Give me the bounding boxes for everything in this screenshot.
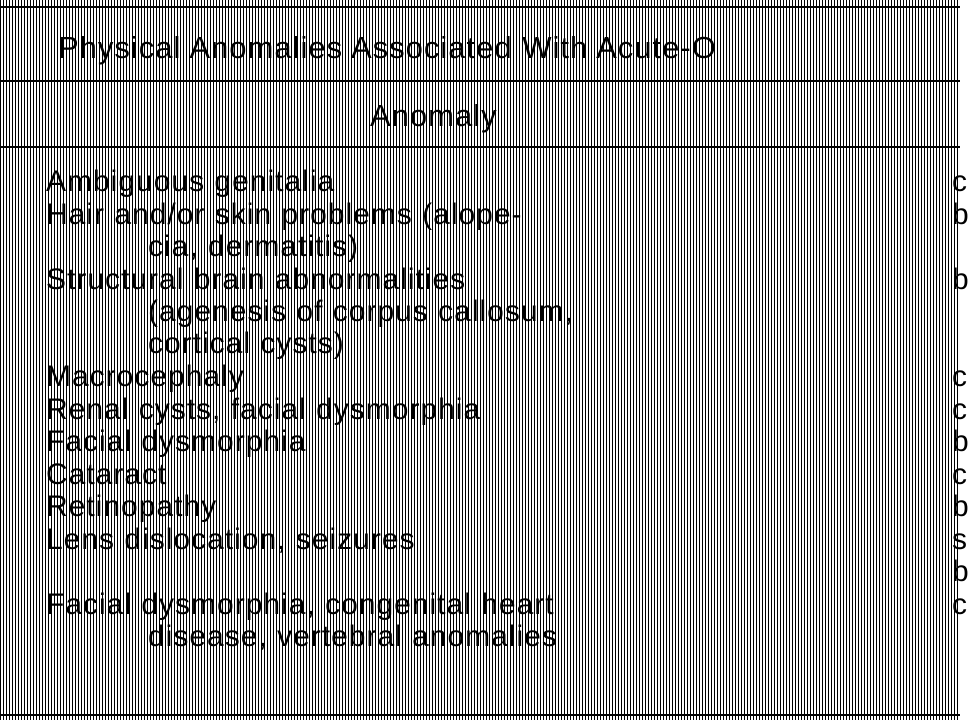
- anomaly-cell: [46, 264, 926, 360]
- anomaly-text-line: Facial dysmorphia: [46, 425, 307, 458]
- anomaly-cell: [46, 199, 926, 263]
- anomaly-text-line: disease, vertebral anomalies: [148, 620, 558, 653]
- truncated-next-column-cell: b: [952, 263, 969, 296]
- anomaly-text-line: Ambiguous genitalia: [46, 165, 336, 198]
- truncated-next-column-cell: s: [952, 523, 967, 556]
- truncated-next-column-cell: c: [952, 360, 967, 393]
- bottom-rule: [0, 714, 960, 716]
- truncated-next-column-cell: c: [952, 458, 967, 491]
- anomaly-cell: [46, 589, 926, 653]
- anomaly-cell: [46, 459, 926, 491]
- top-rule: [0, 6, 960, 8]
- anomaly-cell: [46, 426, 926, 458]
- anomaly-cell: [46, 361, 926, 393]
- anomaly-cell: [46, 166, 926, 198]
- anomaly-text-line: Renal cysts, facial dysmorphia: [46, 393, 482, 426]
- anomaly-text-line: Cataract: [46, 458, 168, 491]
- anomaly-text-line: Facial dysmorphia, congenital heart: [46, 588, 555, 621]
- truncated-next-column-cell: c: [952, 165, 967, 198]
- anomaly-text-line: cortical cysts): [148, 327, 345, 360]
- anomaly-text-line: Structural brain abnormalities: [46, 263, 467, 296]
- slide-title: Physical Anomalies Associated With Acute-O: [58, 30, 717, 65]
- header-rule: [0, 80, 960, 82]
- anomaly-text-line: [46, 556, 926, 588]
- truncated-next-column-cell: b: [952, 425, 969, 458]
- anomaly-text-line: Lens dislocation, seizures: [46, 523, 416, 556]
- anomaly-text-line: Hair and/or skin problems (alope-: [46, 198, 523, 231]
- column-header-rule: [0, 146, 960, 148]
- anomaly-cell: [46, 524, 926, 556]
- truncated-next-column-cell: c: [952, 588, 967, 621]
- anomaly-text-line: Retinopathy: [46, 490, 218, 523]
- anomaly-text-line: (agenesis of corpus callosum,: [148, 295, 574, 328]
- truncated-next-column-cell: c: [952, 393, 967, 426]
- truncated-next-column-cell: b: [952, 490, 969, 523]
- truncated-next-column-cell: b: [952, 198, 969, 231]
- anomaly-cell: [46, 394, 926, 426]
- truncated-next-column-cell: b: [952, 555, 969, 588]
- anomaly-cell: [46, 491, 926, 523]
- column-header-anomaly: Anomaly: [370, 98, 498, 133]
- anomaly-cell: [46, 556, 926, 588]
- anomaly-text-line: cia, dermatitis): [148, 230, 360, 263]
- anomaly-text-line: Macrocephaly: [46, 360, 245, 393]
